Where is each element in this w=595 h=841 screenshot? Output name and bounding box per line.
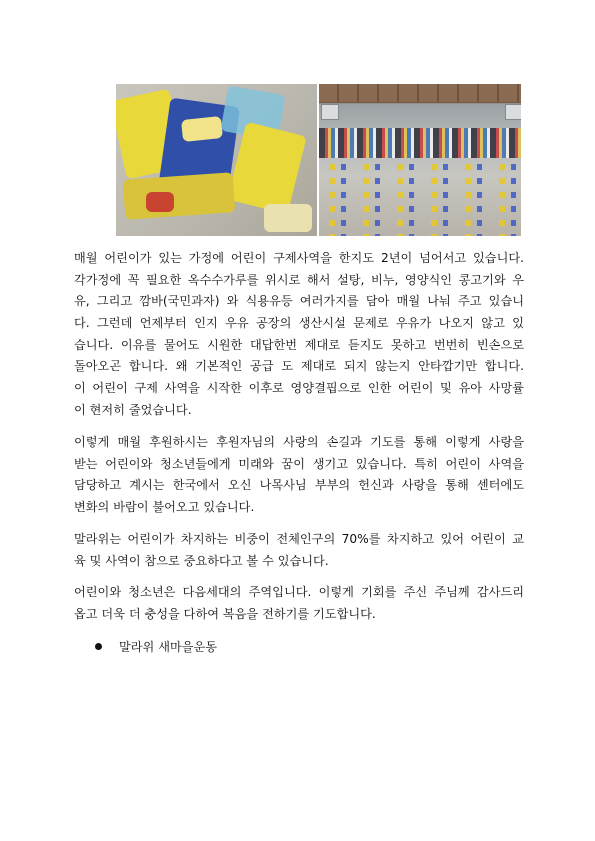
text-line: 돌아오곤 합니다. 왜 기본적인 공급 도 제대로 되지 않는지 안타깝기만 합니다. [74, 359, 524, 374]
text-line: 옵고 더욱 더 충성을 다하여 복음을 전하기를 기도합니다. [74, 606, 376, 621]
bullet-item [95, 638, 217, 655]
paragraph-1 [74, 248, 524, 422]
text-line: 이렇게 매월 후원하시는 후원자님의 사랑의 손길과 기도를 통해 이렇게 사랑을 [74, 435, 524, 449]
text-line: 습니다. 이유를 물어도 시원한 대답한번 제대로 듣지도 못하고 번번히 빈손으로 [74, 337, 524, 352]
text-line: 이 현저히 줄었습니다. [74, 402, 192, 417]
photo-strip [116, 84, 521, 236]
text-line: 매월 어린이가 있는 가정에 어린이 구제사역을 한지도 2년이 넘어서고 있습니다. [74, 251, 524, 265]
text-line: 담당하고 계시는 한국에서 오신 나목사님 부부의 헌신과 사랑을 통해 센터에도 [74, 478, 524, 493]
body-text [74, 529, 524, 572]
text-line: 받는 어린이와 청소년들에게 미래와 꿈이 생기고 있습니다. 특히 어린이 사역을 [74, 456, 524, 471]
text-line: 변화의 바람이 불어오고 있습니다. [74, 500, 255, 515]
paragraph-4 [74, 582, 524, 625]
body-text [74, 248, 524, 422]
food-bags-photo [116, 84, 317, 236]
text-line: 각가정에 꼭 필요한 옥수수가루를 위시로 해서 설탕, 비누, 영양식인 콩고기와 우 [74, 272, 524, 287]
bullet-dot-icon [95, 643, 102, 650]
text-line: 육 및 사역이 참으로 중요하다고 볼 수 있습니다. [74, 553, 329, 568]
text-line: 말라위는 어린이가 차지하는 비중이 전체인구의 70%를 차지하고 있어 어린이 교 [74, 532, 524, 546]
text-line: 유, 그리고 깜바(국민과자) 와 식용유등 여러가지를 담아 매월 나눠 주고 있습니 [74, 294, 524, 309]
body-text [74, 582, 524, 625]
bullet-label: 말라위 새마을운동 [119, 640, 218, 654]
paragraph-2 [74, 432, 524, 519]
paragraph-3 [74, 529, 524, 572]
text-line: 다. 그런데 언제부터 인지 우유 공장의 생산시설 문제로 우유가 나오지 않고 있 [74, 316, 524, 331]
text-line: 어린이와 청소년은 다음세대의 주역입니다. 이렇게 기회를 주신 주님께 감사드리 [74, 585, 524, 599]
text-line: 이 어린이 구제 사역을 시작한 이후로 영양결핍으로 인한 어린이 및 유아 사망률 [74, 381, 524, 396]
distribution-hall-photo [319, 84, 521, 236]
body-text [74, 432, 524, 519]
